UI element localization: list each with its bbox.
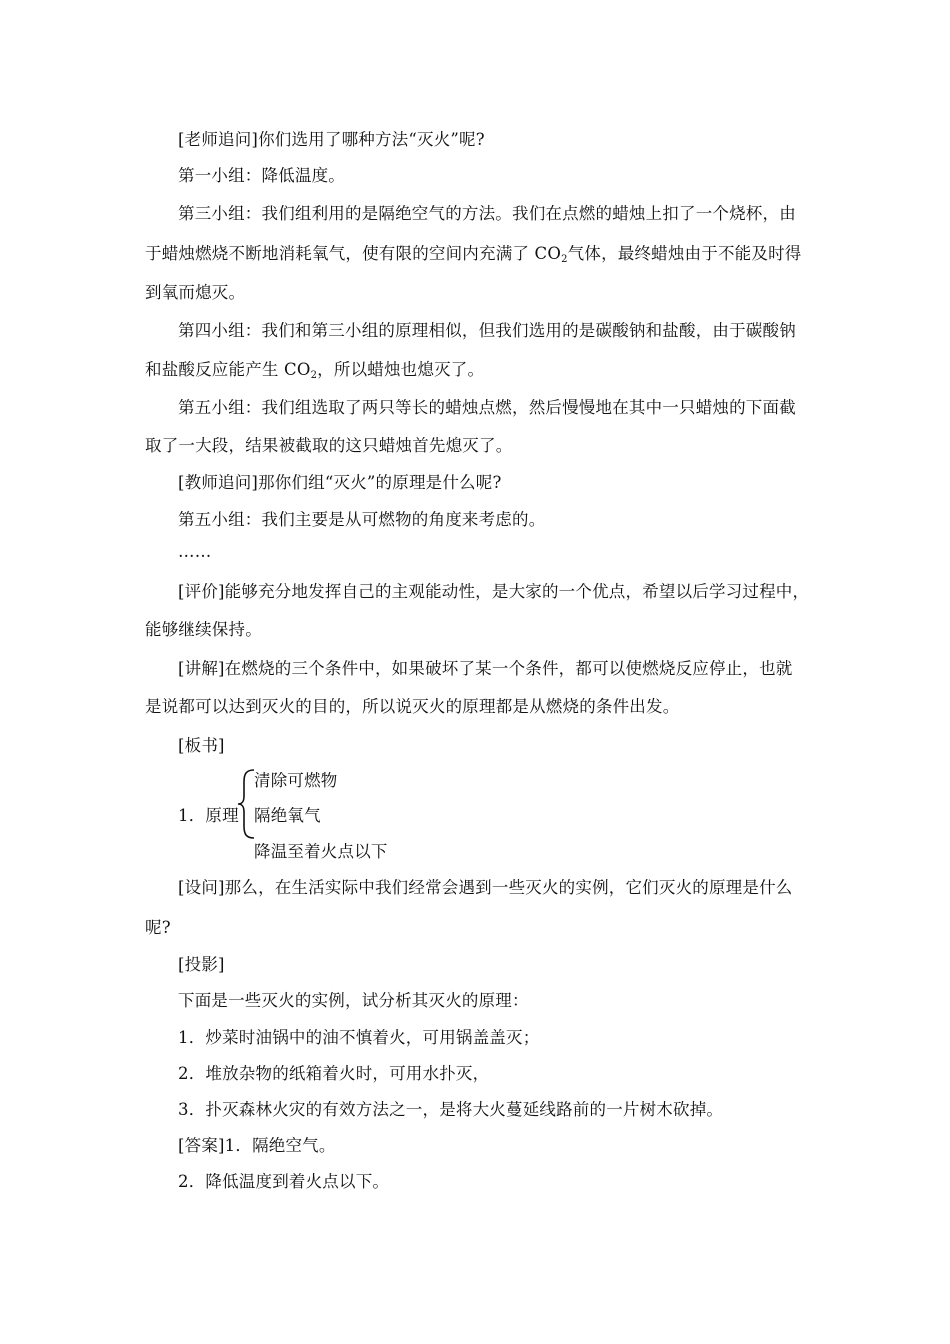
projection-heading: [投影] xyxy=(178,955,225,974)
group-5-answer-2: 第五小组：我们主要是从可燃物的角度来考虑的。 xyxy=(178,510,546,529)
evaluation-line-1: [评价]能够充分地发挥自己的主观能动性，是大家的一个优点，希望以后学习过程中， xyxy=(178,582,810,601)
group-3-answer-line-3: 到氧而熄灭。 xyxy=(145,283,246,302)
teacher-question-2: [教师追问]那你们组“灭火”的原理是什么呢? xyxy=(178,473,502,492)
evaluation-line-2: 能够继续保持。 xyxy=(145,620,262,639)
example-2: 2．堆放杂物的纸箱着火时，可用水扑灭， xyxy=(178,1064,490,1083)
projection-intro: 下面是一些灭火的实例，试分析其灭火的原理： xyxy=(178,991,529,1010)
board-item-3: 降温至着火点以下 xyxy=(254,842,388,861)
example-1: 1．炒菜时油锅中的油不慎着火，可用锅盖盖灭； xyxy=(178,1028,540,1047)
board-item-1: 清除可燃物 xyxy=(254,771,338,790)
group-4-answer-line-2: 和盐酸反应能产生 $CO_2$，所以蜡烛也熄灭了。 xyxy=(145,360,485,381)
group-5-answer-line-1: 第五小组：我们组选取了两只等长的蜡烛点燃，然后慢慢地在其中一只蜡烛的下面截 xyxy=(178,398,796,417)
answer-1: [答案]1．隔绝空气。 xyxy=(178,1136,336,1155)
answer-2: 2．降低温度到着火点以下。 xyxy=(178,1172,390,1191)
teacher-question-1: [老师追问]你们选用了哪种方法“灭火”呢? xyxy=(178,130,485,149)
explanation-line-1: [讲解]在燃烧的三个条件中，如果破坏了某一个条件，都可以使燃烧反应停止，也就 xyxy=(178,659,793,678)
group-1-answer: 第一小组：降低温度。 xyxy=(178,166,345,185)
curly-brace-icon xyxy=(236,768,258,840)
group-3-answer-line-2: 于蜡烛燃烧不断地消耗氧气，使有限的空间内充满了 $CO_2$气体，最终蜡烛由于不能及时得 xyxy=(145,244,802,265)
board-heading: [板书] xyxy=(178,736,225,755)
group-5-answer-line-2: 取了一大段，结果被截取的这只蜡烛首先熄灭了。 xyxy=(145,436,513,455)
board-item-2: 隔绝氧气 xyxy=(254,806,321,825)
ellipsis: …… xyxy=(178,542,212,561)
example-3: 3．扑灭森林火灾的有效方法之一，是将大火蔓延线路前的一片树木砍掉。 xyxy=(178,1100,724,1119)
question-line-1: [设问]那么，在生活实际中我们经常会遇到一些灭火的实例，它们灭火的原理是什么 xyxy=(178,878,793,897)
question-line-2: 呢? xyxy=(145,918,171,937)
group-3-answer-line-1: 第三小组：我们组利用的是隔绝空气的方法。我们在点燃的蜡烛上扣了一个烧杯，由 xyxy=(178,204,796,223)
explanation-line-2: 是说都可以达到灭火的目的，所以说灭火的原理都是从燃烧的条件出发。 xyxy=(145,697,680,716)
group-4-answer-line-1: 第四小组：我们和第三小组的原理相似，但我们选用的是碳酸钠和盐酸，由于碳酸钠 xyxy=(178,321,796,340)
board-label: 1．原理 xyxy=(178,806,239,825)
